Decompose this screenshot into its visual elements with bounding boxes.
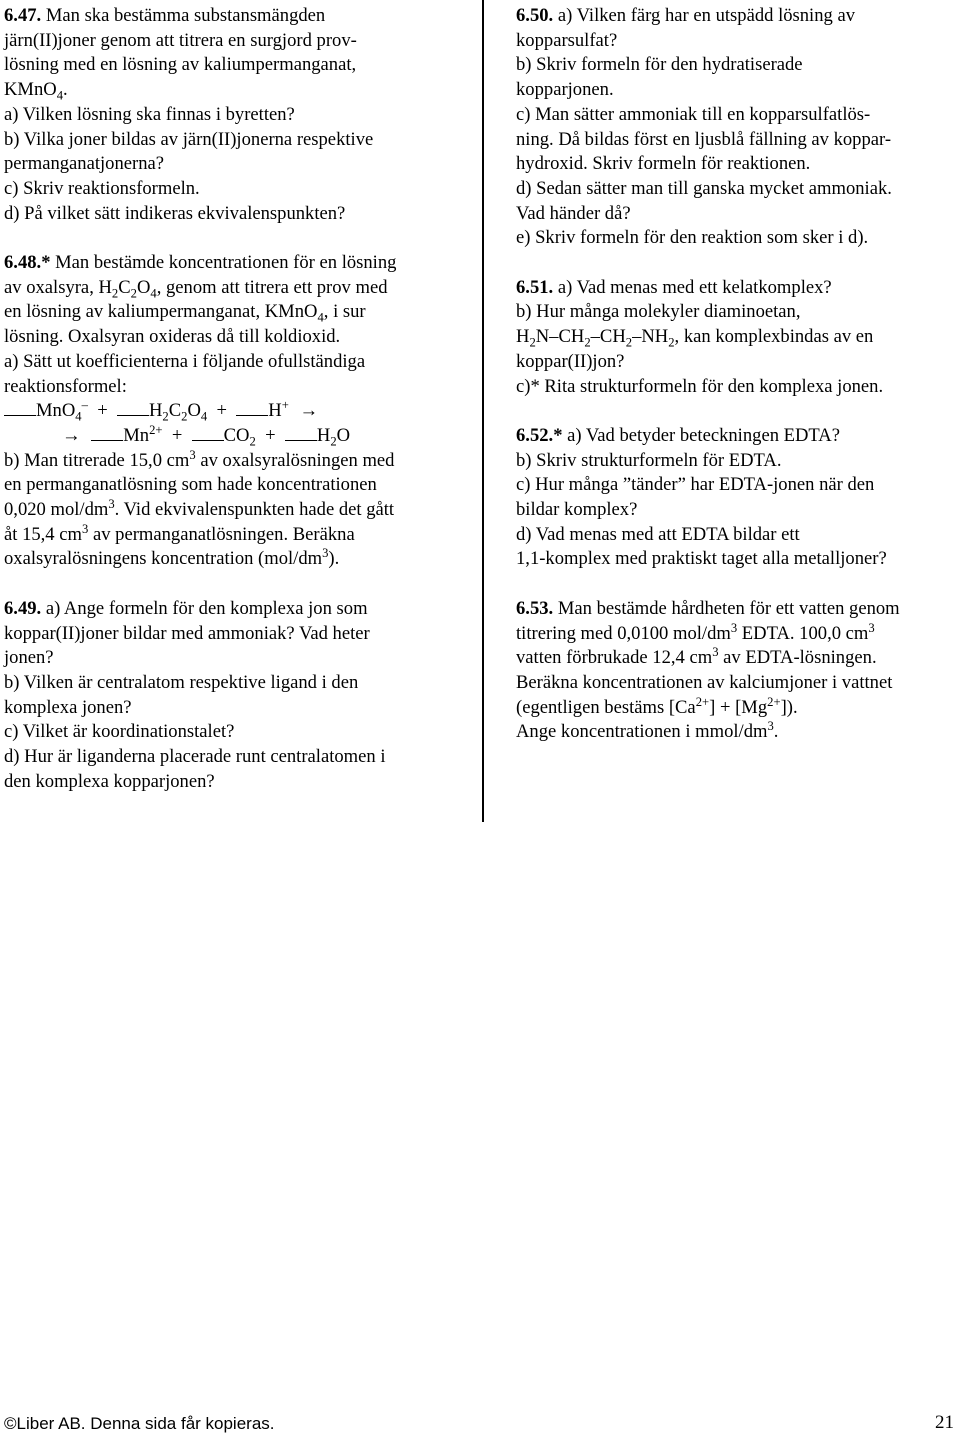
reaction-equation-line-1: $MnO_4^- + H_2C_2O_4 + H^+$ → [4, 399, 458, 424]
arrow-icon: → [299, 400, 319, 422]
coefficient-blank [192, 424, 224, 441]
problem-number: 6.50. [516, 5, 554, 26]
problem-6-52: 6.52.* a) Vad betyder beteckningen EDTA? b) Skriv strukturformeln för EDTA. c) Hur många ”tänder” har EDTA-jonen när den bildar komplex? d) Vad menas med att EDTA bildar ett 1,1-komplex med praktiskt taget alla metalljoner? [516, 424, 887, 570]
reaction-equation-line-2: → $Mn^{2+} + CO_2 + H_2O$ [62, 422, 351, 449]
left-column [4, 4, 458, 794]
problem-6-51: 6.51. a) Vad menas med ett kelatkomplex? b) Hur många molekyler diaminoetan, $H_2N-CH_2-CH_2-NH_2$, kan komplexbindas av en koppar(II)jon? c)* Rita strukturformeln för den komplexa jonen. [516, 276, 884, 397]
coefficient-blank [117, 399, 149, 416]
page-number: 21 [935, 1412, 954, 1433]
problem-6-47: 6.47. Man ska bestämma substansmängden järn(II)joner genom att titrera en surgjord prov- lösning med en lösning av kaliumpermanganat, KMnO$_4$. a) Vilken lösning ska finnas i byretten? b) Vilka joner bildas av järn(II)jonerna respektive permanganatjonerna? c) Skriv reaktionsformeln. d) På vilket sätt indikeras ekvivalenspunkten? [4, 5, 374, 224]
problem-number: 6.51. [516, 276, 554, 298]
coefficient-blank [285, 424, 317, 441]
problem-6-48: 6.48.* Man bestämde koncentrationen för en lösning av oxalsyra, $H_2C_2O_4$, genom att titrera ett prov med en lösning av kaliumpermanganat, KMnO$_4$, i sur lösning. Oxalsyran oxideras då till koldioxid. a) Sätt ut koefficienterna i följande ofullständiga reaktionsformel: $MnO_4^- + H_2C_2O_4 + H^+$ → → $Mn^{2+} + CO_2 + H_2O$ b) Man titrerade 15,0 $cm^3$ av oxalsyralösningen med en permanganatlösning som hade koncentrationen 0,020 mol/$dm^3$. Vid ekvivalenspunkten hade det gått åt 15,4 $cm^3$ av permanganatlösningen. Beräkna oxalsyralösningens koncentration $(mol/dm^3)$. [4, 251, 458, 572]
problem-number: 6.49. [4, 597, 42, 619]
problem-number: 6.53. [516, 597, 554, 619]
right-column [516, 4, 956, 745]
arrow-icon: → [62, 424, 81, 446]
problem-6-53: 6.53. Man bestämde hårdheten för ett vatten genom titrering med 0,0100 mol/$dm^3$ EDTA. 100,0 $cm^3$ vatten förbrukade 12,4 $cm^3$ av EDTA-lösningen. Beräkna koncentrationen av kalciumjoner i vattnet (egentligen bestäms $[Ca^{2+}] + [Mg^{2+}]$). Ange koncentrationen i mmol/$dm^3$. [516, 597, 900, 743]
problem-6-50: 6.50. a) Vilken färg har en utspädd lösning av kopparsulfat? b) Skriv formeln för den hydratiserade kopparjonen. c) Man sätter ammoniak till en kopparsulfatlös- ning. Då bildas först en ljusblå fällning av koppar- hydroxid. Skriv formeln för reaktionen. d) Sedan sätter man till ganska mycket ammoniak. Vad händer då? e) Skriv formeln för den reaktion som sker i d). [516, 5, 892, 249]
problem-number: 6.47. [4, 5, 42, 26]
problem-number: 6.48.* [4, 252, 51, 274]
coefficient-blank [236, 399, 268, 416]
problem-6-49: 6.49. a) Ange formeln för den komplexa jon som koppar(II)joner bildar med ammoniak? Vad heter jonen? b) Vilken är centralatom respektive ligand i den komplexa jonen? c) Vilket är koordinationstalet? d) Hur är liganderna placerade runt centralatomen i den komplexa kopparjonen? [4, 597, 386, 792]
column-divider [482, 0, 484, 822]
copyright-notice: ©Liber AB. Denna sida får kopieras. [4, 1414, 275, 1433]
coefficient-blank [91, 424, 123, 441]
coefficient-blank [4, 399, 36, 416]
problem-number: 6.52.* [516, 424, 563, 446]
